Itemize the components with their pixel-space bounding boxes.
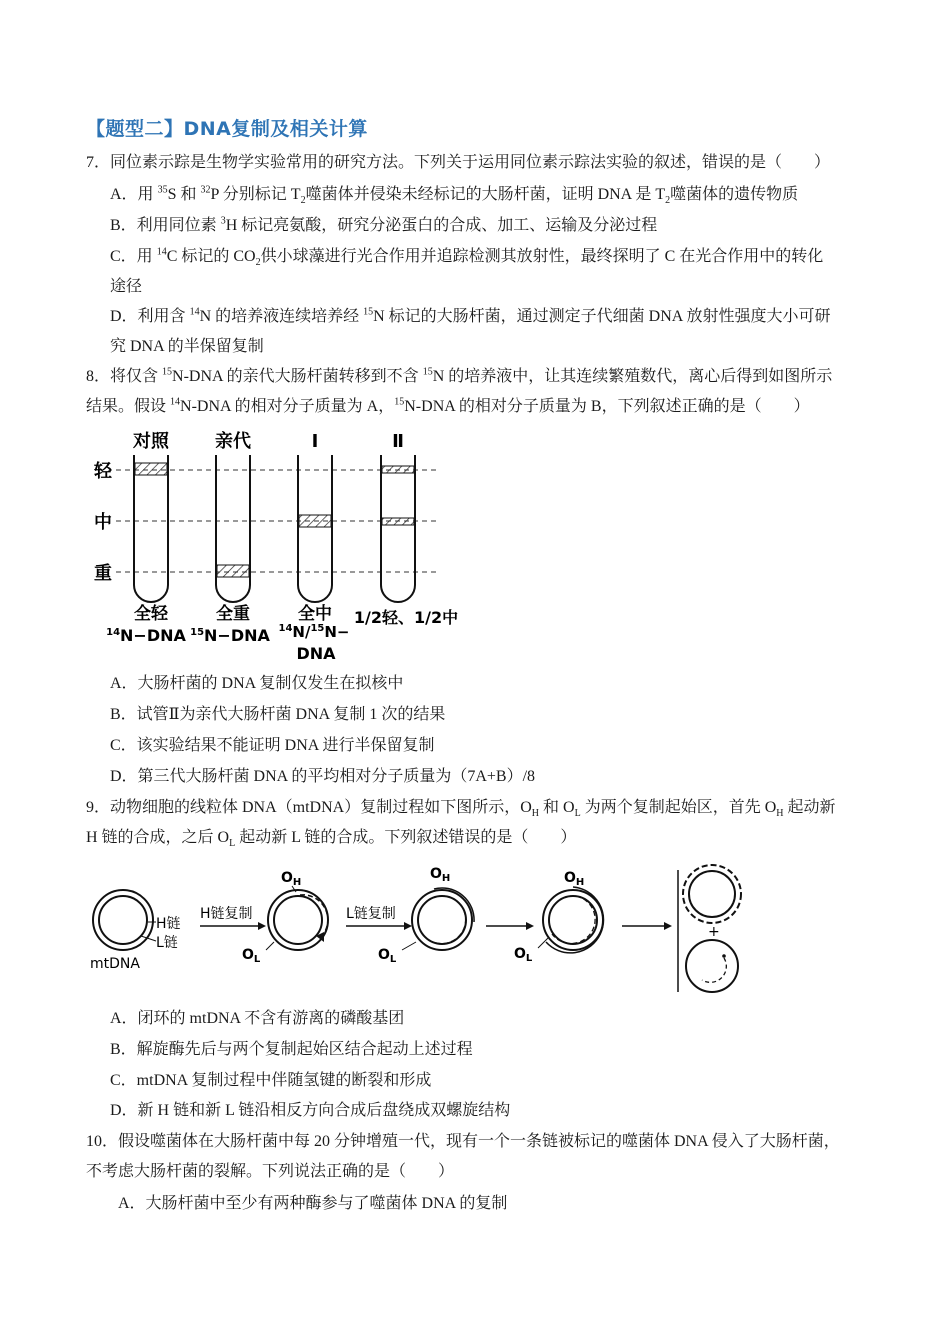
subcaption-parent: $^{15}$N−DNA [190, 626, 270, 645]
header-gen1: Ⅰ [311, 431, 319, 452]
q7-option-b: B．利用同位素 $^3$H 标记亮氨酸，研究分泌蛋白的合成、加工、运输及分泌过程 [110, 215, 658, 234]
q9-option-a: A．闭环的 mtDNA 不含有游离的磷酸基团 [110, 1010, 405, 1027]
q9-stem-line2: H 链的合成，之后 $O_L$ 起动新 L 链的合成。下列叙述错误的是（ ） [86, 829, 577, 850]
band-gen1-middle [299, 515, 331, 527]
q7-option-a: A．用 $^{35}$S 和 $^{32}$P 分别标记 $T_2$噬菌体并侵染未经标记的大肠杆菌，证明 DNA 是 $T_2$噬菌体的遗传物质 [110, 184, 799, 207]
header-control: 对照 [133, 431, 169, 452]
q10-stem-line1: 10．假设噬菌体在大肠杆菌中每 20 分钟增殖一代，现有一个一条链被标记的噬菌体 DNA 侵入了大肠杆菌， [86, 1133, 840, 1150]
q9-option-c: C．mtDNA 复制过程中伴随氢键的断裂和形成 [110, 1072, 432, 1089]
q8-option-a: A．大肠杆菌的 DNA 复制仅发生在拟核中 [110, 675, 404, 692]
q9-option-d: D．新 H 链和新 L 链沿相反方向合成后盘绕成双螺旋结构 [110, 1102, 511, 1119]
label-plus: + [708, 924, 720, 940]
band-parent-heavy [217, 565, 249, 577]
q7-stem: 7．同位素示踪是生物学实验常用的研究方法。下列关于运用同位素示踪法实验的叙述，错误的是（ ） [86, 154, 831, 171]
q7-option-c: C．用 $^{14}$C 标记的 $CO_2$供小球藻进行光合作用并追踪检测其放射性，最终探明了 C 在光合作用中的转化 [110, 246, 824, 269]
q8-stem-line2: 结果。假设 $^{14}$N-DNA 的相对分子质量为 A，$^{15}$N-DNA 的相对分子质量为 B，下列叙述正确的是（ ） [86, 396, 810, 415]
level-middle: 中 [94, 512, 112, 533]
q10-stem-line2: 不考虑大肠杆菌的裂解。下列说法正确的是（ ） [86, 1163, 455, 1180]
q7-option-d: D．利用含 $^{14}$N 的培养液连续培养经 $^{15}$N 标记的大肠杆菌，通过测定子代细菌 DNA 放射性强度大小可研 [110, 306, 831, 325]
label-ol-1: $O_L$ [242, 947, 261, 965]
tube-parent [216, 455, 250, 602]
q7-option-d-cont: 究 DNA 的半保留复制 [110, 338, 264, 355]
label-oh-2: $O_H$ [430, 866, 451, 884]
label-oh-1: $O_H$ [281, 870, 302, 888]
tube-control [134, 455, 168, 602]
label-mtdna: mtDNA [90, 956, 140, 972]
band-control-light [135, 463, 167, 475]
q9-option-b: B．解旋酶先后与两个复制起始区结合起动上述过程 [110, 1041, 473, 1058]
caption-gen2: 1/2轻、1/2中 [353, 608, 459, 627]
subcaption-gen1-line2: DNA [296, 644, 336, 663]
tube-gen1 [298, 455, 332, 602]
subcaption-control: $^{14}$N−DNA [106, 626, 186, 645]
q8-option-b: B．试管Ⅱ为亲代大肠杆菌 DNA 复制 1 次的结果 [110, 706, 446, 723]
label-l-replication: L链复制 [346, 906, 396, 922]
header-parent: 亲代 [215, 431, 251, 452]
caption-control: 全轻 [134, 604, 168, 624]
band-gen2-light [382, 466, 414, 473]
q10-option-a: A．大肠杆菌中至少有两种酶参与了噬菌体 DNA 的复制 [118, 1195, 508, 1212]
label-ol-2: $O_L$ [378, 947, 397, 965]
section-title: 【题型二】DNA复制及相关计算 [86, 118, 368, 140]
q7-option-c-cont: 途径 [110, 278, 143, 295]
level-heavy: 重 [94, 563, 112, 584]
label-l-chain: L链 [156, 935, 178, 951]
tube-gen2 [381, 455, 415, 602]
label-h-replication: H链复制 [200, 906, 253, 922]
header-gen2: Ⅱ [392, 431, 404, 452]
subcaption-gen1: $^{14}$N/$^{15}$N− [278, 623, 350, 641]
q8-stem-line1: 8．将仅含 $^{15}$N-DNA 的亲代大肠杆菌转移到不含 $^{15}$N 的培养液中，让其连续繁殖数代，离心后得到如图所示 [86, 366, 833, 385]
label-h-chain: H链 [156, 916, 181, 932]
label-oh-3: $O_H$ [564, 870, 585, 888]
q9-stem-line1: 9．动物细胞的线粒体 DNA（mtDNA）复制过程如下图所示，$O_H$ 和 $O_L$ 为两个复制起始区，首先 $O_H$ 起动新 [86, 799, 836, 820]
caption-gen1: 全中 [298, 604, 332, 624]
level-light: 轻 [94, 461, 112, 482]
caption-parent: 全重 [216, 604, 250, 624]
mtdna-replication-figure [86, 862, 756, 1000]
q8-option-d: D．第三代大肠杆菌 DNA 的平均相对分子质量为（7A+B）/8 [110, 768, 536, 785]
label-ol-3: $O_L$ [514, 946, 533, 964]
centrifuge-tubes-figure [86, 425, 476, 670]
q8-option-c: C．该实验结果不能证明 DNA 进行半保留复制 [110, 737, 435, 754]
band-gen2-middle [382, 518, 414, 525]
